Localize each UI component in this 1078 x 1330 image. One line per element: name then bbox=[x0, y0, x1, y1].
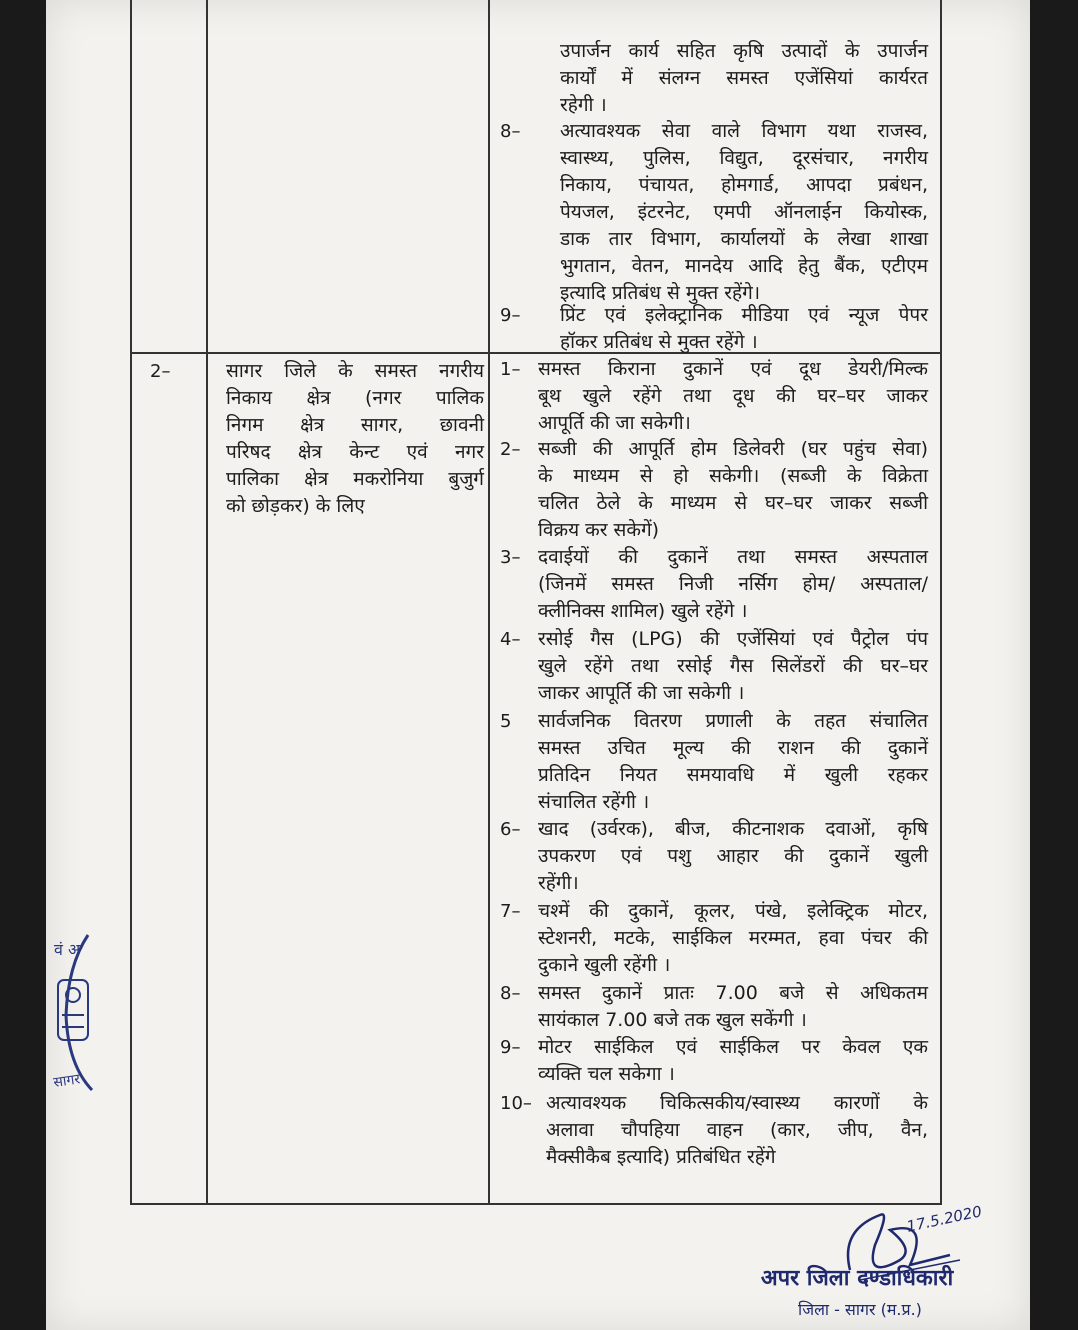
item-text-line: इत्यादि प्रतिबंध से मुक्त रहेंगे। bbox=[560, 282, 761, 304]
item-number: 6– bbox=[500, 819, 521, 840]
item-text-line: रहेगी । bbox=[560, 94, 607, 116]
item-text-line: भुगतान, वेतन, मानदेय आदि हेतु बैंक, एटीएम bbox=[560, 255, 928, 277]
column-divider-serial bbox=[206, 0, 208, 1203]
area-description-line: निगम क्षेत्र सागर, छावनी bbox=[226, 414, 484, 436]
item-text-line: कार्यों में संलग्न समस्त एजेंसियां कार्यरत bbox=[560, 67, 928, 89]
item-text-line: व्यक्ति चल सकेगा । bbox=[538, 1063, 675, 1085]
item-number: 4– bbox=[500, 629, 521, 650]
column-divider-area bbox=[488, 0, 490, 1203]
item-text-line: चलित ठेले के माध्यम से घर–घर जाकर सब्जी bbox=[538, 492, 928, 514]
item-text-line: पेयजल, इंटरनेट, एमपी ऑनलाईन कियोस्क, bbox=[560, 201, 928, 223]
item-text-line: (जिनमें समस्त निजी नर्सिग होम/ अस्पताल/ bbox=[538, 573, 928, 595]
signatory-district: जिला - सागर (म.प्र.) bbox=[798, 1300, 922, 1319]
item-number: 1– bbox=[500, 359, 521, 380]
item-text-line: दुकाने खुली रहेंगी । bbox=[538, 954, 671, 976]
section-serial-number: 2– bbox=[150, 361, 171, 382]
item-text-line: रहेंगी। bbox=[538, 872, 579, 894]
item-number: 2– bbox=[500, 439, 521, 460]
item-number: 3– bbox=[500, 547, 521, 568]
area-description-line: परिषद क्षेत्र केन्ट एवं नगर bbox=[226, 441, 484, 463]
item-text-line: चश्में की दुकानें, कूलर, पंखे, इलेक्ट्रिक मोटर, bbox=[538, 900, 928, 922]
item-text-line: समस्त दुकानें प्रातः 7.00 बजे से अधिकतम bbox=[538, 982, 928, 1004]
item-text-line: रसोई गैस (LPG) की एजेंसियां एवं पैट्रोल पंप bbox=[538, 628, 928, 650]
item-number: 7– bbox=[500, 901, 521, 922]
area-description-line: को छोड़कर) के लिए bbox=[226, 495, 365, 517]
item-text-line: सायंकाल 7.00 बजे तक खुल सकेंगी । bbox=[538, 1009, 807, 1031]
emblem-icon bbox=[58, 980, 88, 1040]
item-text-line: डाक तार विभाग, कार्यालयों के लेखा शाखा bbox=[560, 228, 928, 250]
item-text-line: उपकरण एवं पशु आहार की दुकानें खुली bbox=[538, 845, 928, 867]
item-text-line: सार्वजनिक वितरण प्रणाली के तहत संचालित bbox=[538, 710, 928, 732]
stamp-top-text: वं अ bbox=[54, 940, 81, 959]
item-text-line: खाद (उर्वरक), बीज, कीटनाशक दवाओं, कृषि bbox=[538, 818, 928, 840]
item-text-line: उपार्जन कार्य सहित कृषि उत्पादों के उपार्जन bbox=[560, 40, 928, 62]
item-number: 5 bbox=[500, 711, 512, 732]
item-number: 9– bbox=[500, 305, 521, 326]
item-text-line: सब्जी की आपूर्ति होम डिलेवरी (घर पहुंच सेवा) bbox=[538, 438, 928, 460]
area-description-line: सागर जिले के समस्त नगरीय bbox=[226, 360, 484, 382]
item-number: 8– bbox=[500, 983, 521, 1004]
item-text-line: खुले रहेंगे तथा रसोई गैस सिलेंडरों की घर–घर bbox=[538, 655, 928, 677]
item-text-line: हॉकर प्रतिबंध से मुक्त रहेंगे । bbox=[560, 331, 758, 353]
item-text-line: के माध्यम से हो सकेगी। (सब्जी के विक्रेता bbox=[538, 465, 928, 487]
item-number: 10– bbox=[500, 1093, 532, 1114]
item-text-line: समस्त उचित मूल्य की राशन की दुकानें bbox=[538, 737, 928, 759]
item-text-line: बूथ खुले रहेंगे तथा दूध की घर–घर जाकर bbox=[538, 385, 928, 407]
item-text-line: निकाय, पंचायत, होमगार्ड, आपदा प्रबंधन, bbox=[560, 174, 928, 196]
item-text-line: अलावा चौपहिया वाहन (कार, जीप, वैन, bbox=[546, 1119, 928, 1141]
item-text-line: अत्यावश्यक सेवा वाले विभाग यथा राजस्व, bbox=[560, 120, 928, 142]
area-description-line: निकाय क्षेत्र (नगर पालिक bbox=[226, 387, 484, 409]
official-stamp bbox=[48, 925, 104, 1095]
area-description-line: पालिका क्षेत्र मकरोनिया बुजुर्ग bbox=[226, 468, 484, 490]
item-text-line: आपूर्ति की जा सकेगी। bbox=[538, 412, 691, 434]
item-text-line: मैक्सीकैब इत्यादि) प्रतिबंधित रहेंगे bbox=[546, 1146, 776, 1168]
item-text-line: जाकर आपूर्ति की जा सकेगी । bbox=[538, 682, 745, 704]
signatory-title: अपर जिला दण्डाधिकारी bbox=[760, 1266, 954, 1291]
item-text-line: प्रिंट एवं इलेक्ट्रानिक मीडिया एवं न्यूज पेपर bbox=[560, 304, 928, 326]
item-text-line: मोटर साईकिल एवं साईकिल पर केवल एक bbox=[538, 1036, 928, 1058]
item-text-line: दवाईयों की दुकानें तथा समस्त अस्पताल bbox=[538, 546, 928, 568]
item-number: 8– bbox=[500, 121, 521, 142]
item-number: 9– bbox=[500, 1037, 521, 1058]
item-text-line: समस्त किराना दुकानें एवं दूध डेयरी/मिल्क bbox=[538, 358, 928, 380]
item-text-line: संचालित रहेंगी । bbox=[538, 791, 650, 813]
item-text-line: अत्यावश्यक चिकित्सकीय/स्वास्थ्य कारणों के bbox=[546, 1092, 928, 1114]
item-text-line: प्रतिदिन नियत समयावधि में खुली रहकर bbox=[538, 764, 928, 786]
signature-date: 17.5.2020 bbox=[904, 1202, 984, 1236]
stamp-text: सागर bbox=[52, 1071, 82, 1091]
item-text-line: विक्रय कर सकेगें) bbox=[538, 519, 660, 541]
item-text-line: स्वास्थ्य, पुलिस, विद्युत, दूरसंचार, नगरीय bbox=[560, 147, 928, 169]
item-text-line: क्लीनिक्स शामिल) खुले रहेंगे । bbox=[538, 600, 748, 622]
item-text-line: स्टेशनरी, मटके, साईकिल मरम्मत, हवा पंचर की bbox=[538, 927, 928, 949]
